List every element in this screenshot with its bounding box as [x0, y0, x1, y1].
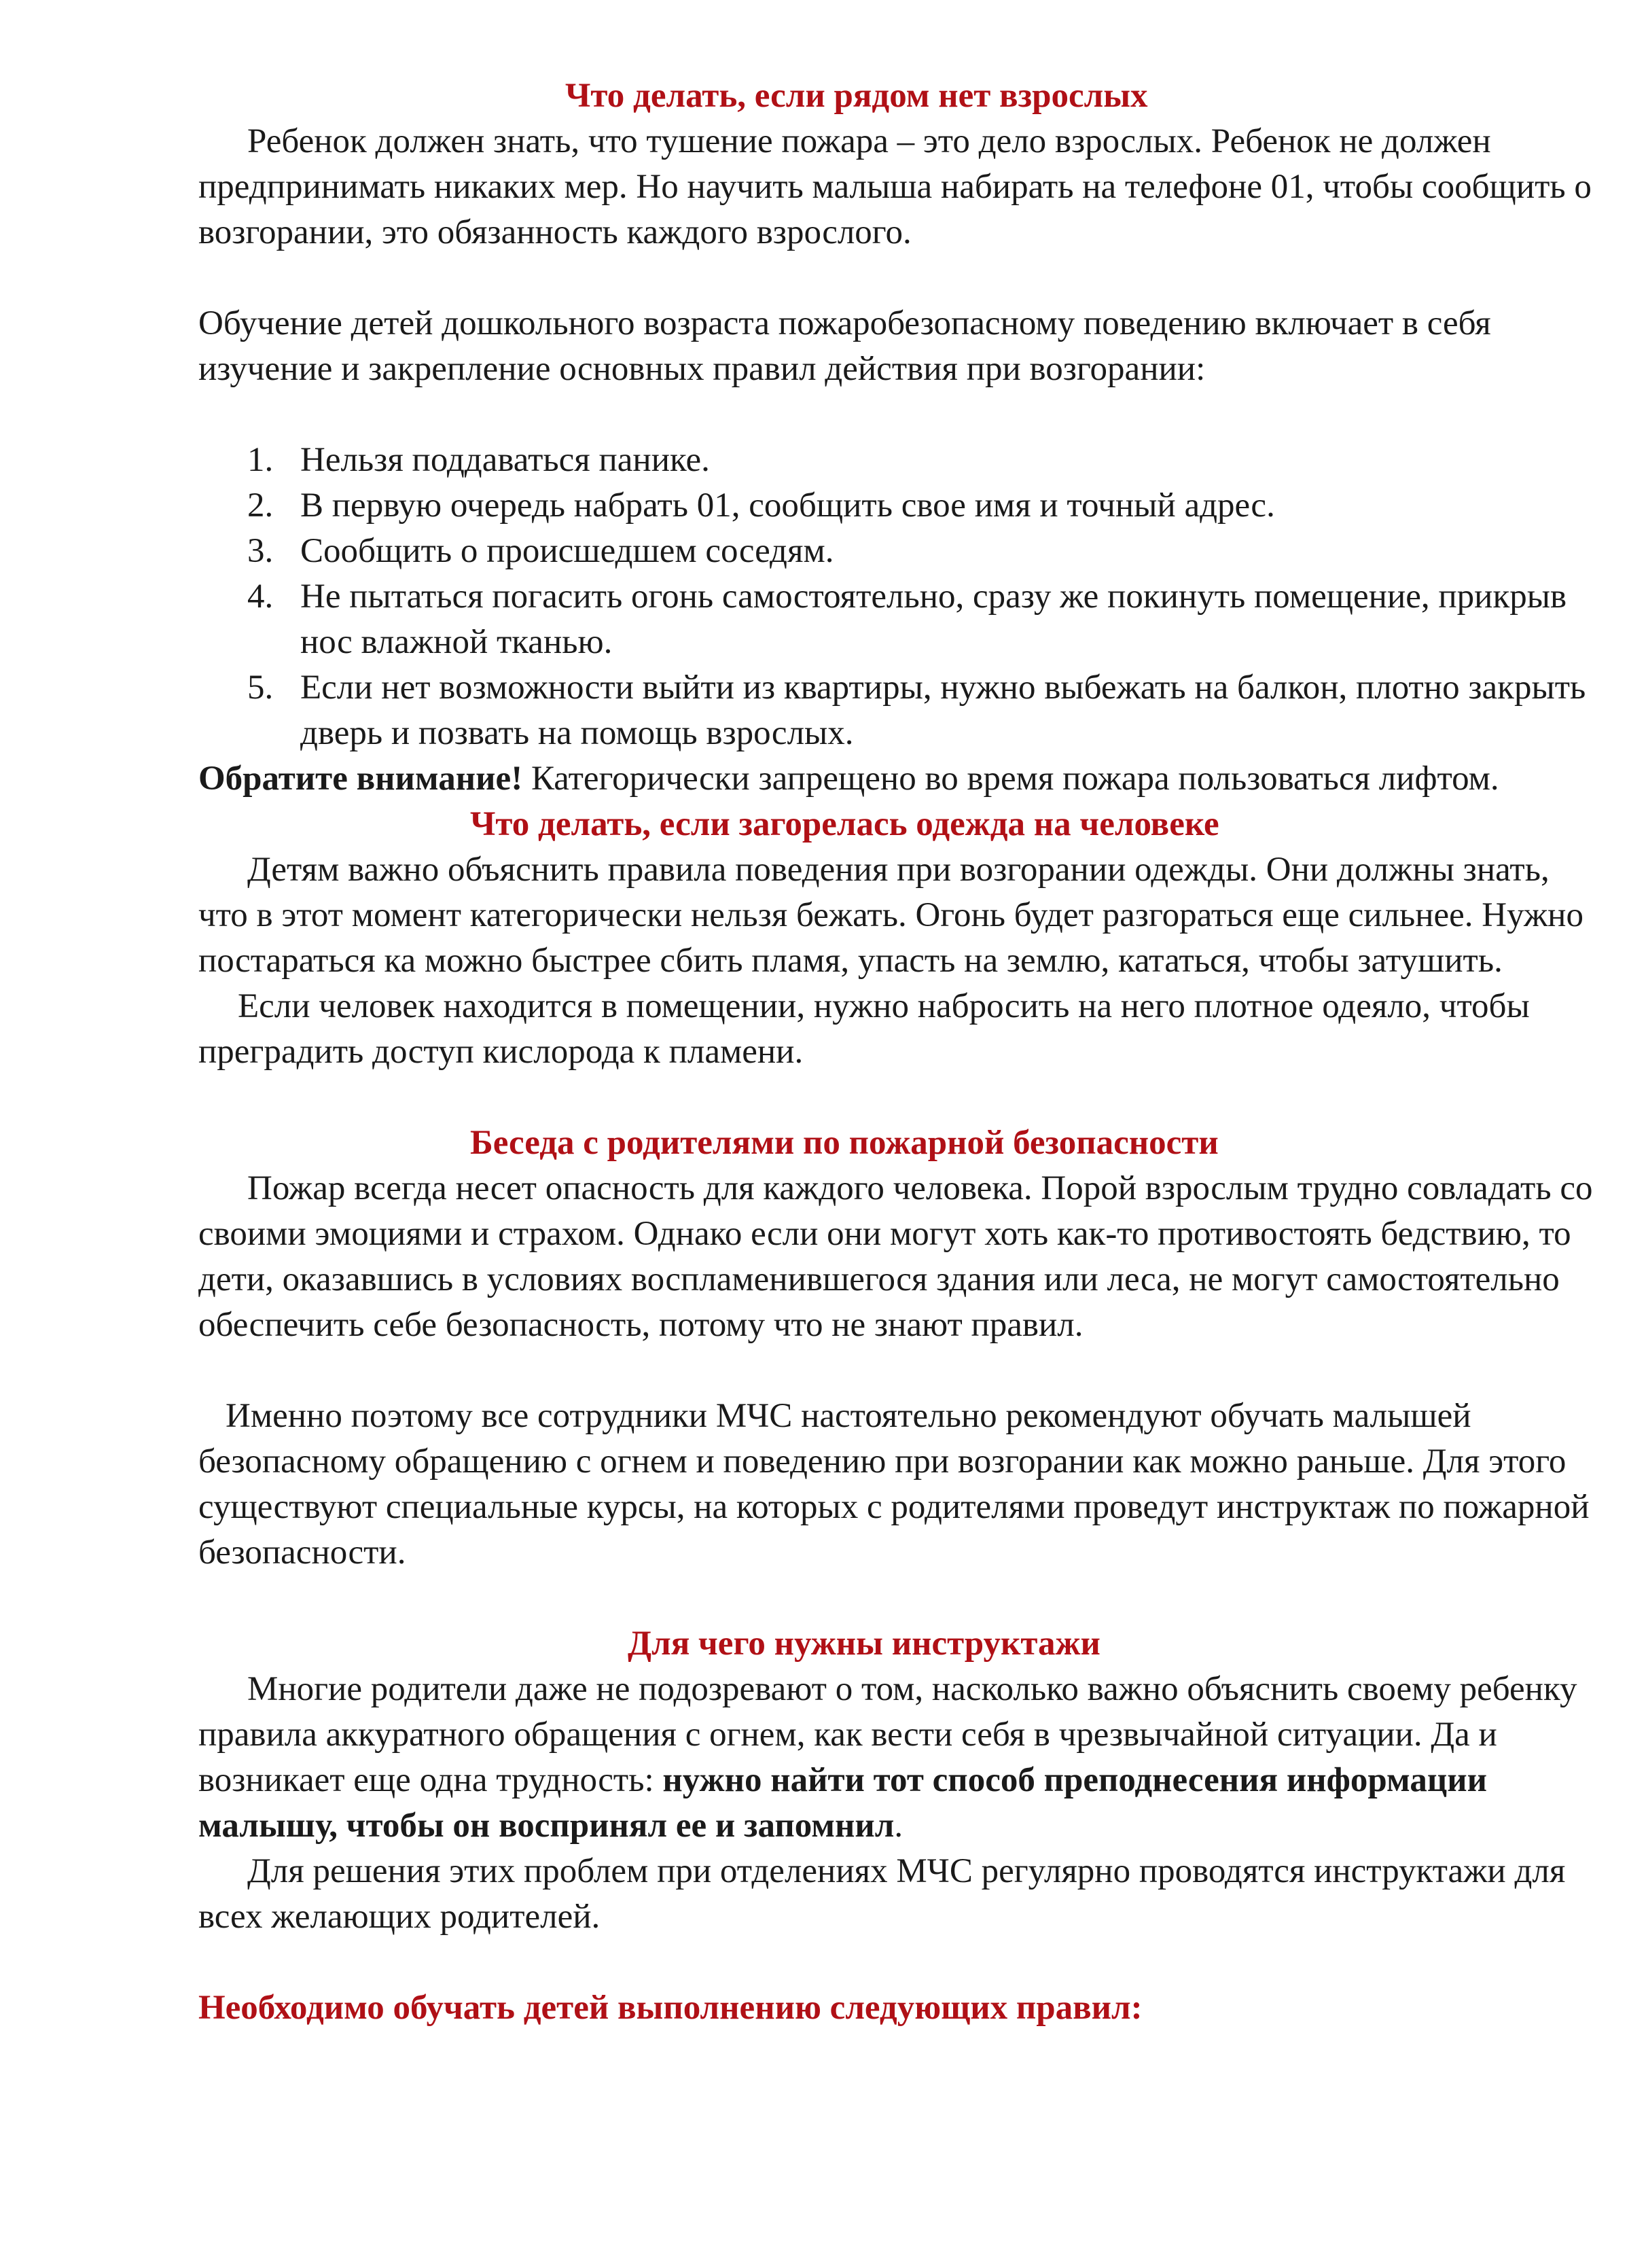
attention-label: Обратите внимание!	[198, 760, 523, 798]
paragraph-clothes-rules: Детям важно объяснить правила поведения при возгорании одежды. Они должны знать, что в этот момент категорически нельзя бежать. Огонь будет разгораться еще сильнее. Нужно постараться ка можно быстрее сбить пламя, упасть на землю, кататься, чтобы затушить.	[198, 851, 1583, 980]
cut-off-heading-wrap	[198, 1985, 1605, 2027]
paragraph-parents-unaware: Многие родители даже не подозревают о том, насколько важно объяснить своему ребенку правила аккуратного обращения с огнем, как вести себя в чрезвычайной ситуации. Да и возникает еще одна трудность: нужно найти тот способ преподнесения информации малышу, чтобы он воспринял ее и запомнил.	[198, 1670, 1577, 1845]
heading-rules-to-teach: Необходимо обучать детей выполнению следующих правил:	[198, 1989, 1143, 2027]
paragraph-briefings-held: Для решения этих проблем при отделениях МЧС регулярно проводятся инструктажи для всех желающих родителей.	[198, 1852, 1566, 1936]
heading-no-adults: Что делать, если рядом нет взрослых	[565, 77, 1148, 115]
heading-briefings: Для чего нужны инструктажи	[628, 1625, 1100, 1663]
list-item: 1. Нельзя поддаваться панике.	[247, 441, 710, 479]
paragraph-child-should-know: Ребенок должен знать, что тушение пожара – это дело взрослых. Ребенок не должен предпринимать никаких мер. Но научить малыша набирать на телефоне 01, чтобы сообщить о возгорании, это обязанность каждого взрослого.	[198, 122, 1592, 251]
attention-text: Категорически запрещено во время пожара пользоваться лифтом.	[522, 760, 1499, 798]
emphasis-text: нужно найти тот способ преподнесения информации малышу, чтобы он воспринял ее и запомнил	[198, 1761, 1488, 1845]
paragraph-preschool-training: Обучение детей дошкольного возраста пожаробезопасному поведению включает в себя изучение и закрепление основных правил действия при возгорании:	[198, 304, 1491, 388]
spacer	[198, 1576, 1605, 1621]
heading-clothes-fire: Что делать, если загорелась одежда на человеке	[470, 805, 1219, 843]
paragraph-mchs-recommend: Именно поэтому все сотрудники МЧС настоятельно рекомендуют обучать малышей безопасному обращению с огнем и поведению при возгорании как можно раньше. Для этого существуют специальные курсы, на которых с родителями проведут инструктаж по пожарной безопасности.	[198, 1397, 1590, 1572]
list-item: 5. Если нет возможности выйти из квартиры, нужно выбежать на балкон, плотно закрыть дверь и позвать на помощь взрослых.	[247, 669, 1586, 752]
paragraph-fire-danger: Пожар всегда несет опасность для каждого человека. Порой взрослым трудно совладать со своими эмоциями и страхом. Однако если они могут хоть как-то противостоять бедствию, то дети, оказавшись в условиях воспламенившегося здания или леса, не могут самостоятельно обеспечить себе безопасность, потому что не знают правил.	[198, 1169, 1593, 1344]
heading-parents-talk: Беседа с родителями по пожарной безопасности	[470, 1124, 1219, 1162]
fire-rules-list	[198, 438, 1605, 756]
spacer	[198, 255, 1605, 301]
document-page	[198, 73, 1605, 2027]
spacer	[198, 1348, 1605, 1394]
list-item: 3. Сообщить о происшедшем соседям.	[247, 532, 834, 570]
attention-note	[198, 756, 1605, 802]
list-item: 2. В первую очередь набрать 01, сообщить свое имя и точный адрес.	[247, 486, 1275, 525]
spacer	[198, 1075, 1605, 1120]
paragraph-blanket: Если человек находится в помещении, нужно набросить на него плотное одеяло, чтобы преградить доступ кислорода к пламени.	[198, 987, 1530, 1071]
list-item: 4. Не пытаться погасить огонь самостоятельно, сразу же покинуть помещение, прикрыв нос влажной тканью.	[247, 578, 1567, 661]
